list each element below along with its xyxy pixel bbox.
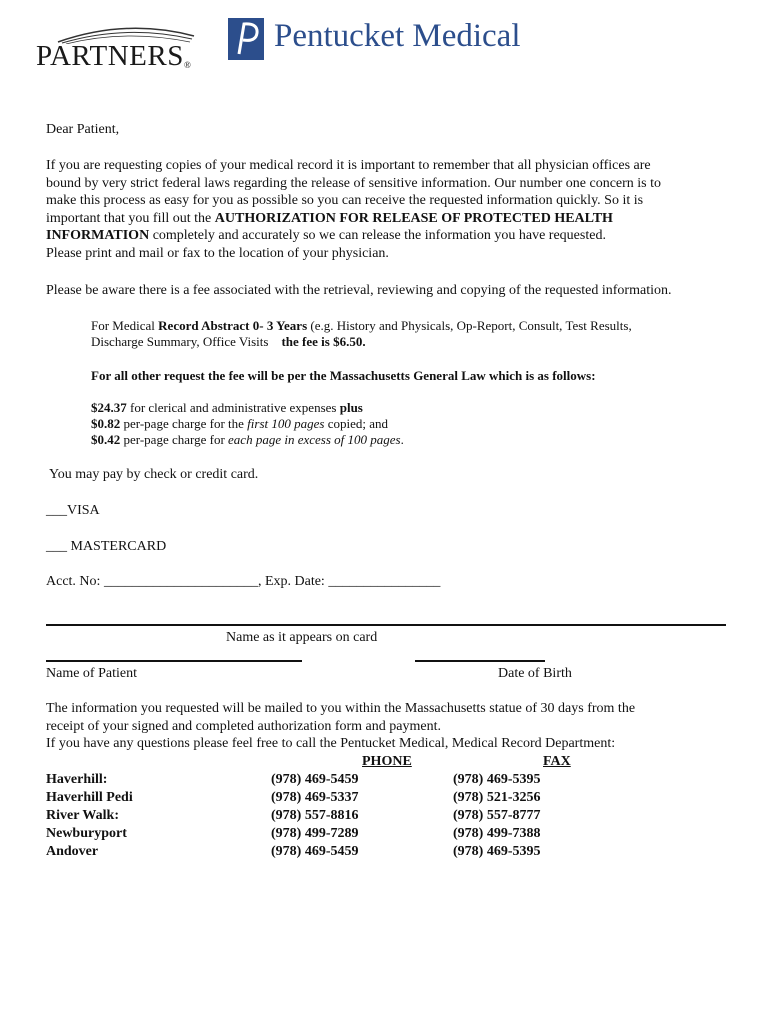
fax-header: FAX	[543, 754, 571, 769]
patient-name-caption: Name of Patient	[46, 666, 137, 681]
location-name: River Walk:	[46, 808, 119, 823]
patient-name-line[interactable]	[46, 660, 302, 662]
closing-paragraph: The information you requested will be mailed to you within the Massachusetts statue of 30 days from the receipt of your signed and completed authorization form and payment. If you have any questions please feel free to call the Pentucket Medical, Medical Record Department:	[46, 701, 636, 751]
intro-paragraph: If you are requesting copies of your medical record it is important to remember that all physician offices are bound by very strict federal laws regarding the release of sensitive information. Our number one concern is to make this process as easy for you as possible so you can receive the requested information quickly. So it is important that you fill out the AUTHORIZATION FOR RELEASE OF PROTECTED HEALTH INFORMATION completely and accurately so we can release the information you have requested. Please print and mail or fax to the location of your physician.	[46, 158, 662, 261]
mastercard-option[interactable]	[46, 538, 166, 556]
exp-label: , Exp. Date:	[257, 574, 329, 589]
fax-number: (978) 557-8777	[453, 808, 541, 823]
payment-intro: You may pay by check or credit card.	[49, 467, 259, 482]
account-row	[46, 573, 440, 591]
visa-blank[interactable]: ___	[46, 503, 67, 518]
fee-line-first-100: $0.82 per-page charge for the first 100 pages copied; and	[91, 416, 388, 431]
phone-number[interactable]: (978) 469-5459	[271, 844, 359, 859]
fax-number: (978) 499-7388	[453, 826, 541, 841]
contacts-header	[46, 754, 571, 772]
card-name-caption: Name as it appears on card	[226, 630, 378, 645]
other-fee-heading: For all other request the fee will be per the Massachusetts General Law which is as follows:	[91, 368, 596, 383]
contact-row	[46, 844, 566, 862]
acct-label: Acct. No:	[46, 574, 104, 589]
fax-number: (978) 469-5395	[453, 844, 541, 859]
dob-caption: Date of Birth	[498, 666, 572, 681]
contact-row	[46, 772, 566, 790]
partners-logo-text: PARTNERS	[36, 40, 184, 72]
greeting: Dear Patient,	[46, 122, 120, 137]
location-name: Newburyport	[46, 826, 127, 841]
fee-line-clerical: $24.37 for clerical and administrative expenses plus	[91, 400, 363, 415]
exp-date-field[interactable]: ________________	[328, 574, 441, 589]
card-name-line[interactable]	[46, 624, 726, 626]
visa-label: VISA	[67, 503, 100, 518]
partners-logo	[36, 22, 196, 74]
fee-notice: Please be aware there is a fee associated with the retrieval, reviewing and copying of the requested information.	[46, 283, 672, 298]
phone-header: PHONE	[362, 754, 412, 769]
partners-registered-mark: ®	[184, 60, 191, 70]
phone-number[interactable]: (978) 557-8816	[271, 808, 359, 823]
location-name: Haverhill:	[46, 772, 108, 787]
phone-number[interactable]: (978) 499-7289	[271, 826, 359, 841]
fee-line-over-100: $0.42 per-page charge for each page in excess of 100 pages.	[91, 432, 404, 447]
fax-number: (978) 521-3256	[453, 790, 541, 805]
visa-option[interactable]	[46, 502, 100, 520]
mastercard-label: MASTERCARD	[70, 539, 167, 554]
pentucket-logo-text: Pentucket Medical	[274, 18, 521, 54]
contact-row	[46, 790, 566, 808]
dob-line[interactable]	[415, 660, 545, 662]
fax-number: (978) 469-5395	[453, 772, 541, 787]
location-name: Andover	[46, 844, 99, 859]
contact-row	[46, 826, 566, 844]
contact-row	[46, 808, 566, 826]
phone-number[interactable]: (978) 469-5337	[271, 790, 359, 805]
mastercard-blank[interactable]: ___	[46, 539, 67, 554]
location-name: Haverhill Pedi	[46, 790, 133, 805]
fee-schedule	[91, 400, 731, 448]
abstract-fee: For Medical Record Abstract 0- 3 Years (e.g. History and Physicals, Op-Report, Consult, Test Results, Discharge Summary, Office Visits the fee is $6.50.	[91, 318, 632, 349]
acct-number-field[interactable]: ______________________	[103, 574, 258, 589]
pentucket-logo-mark	[228, 18, 264, 60]
pentucket-p-icon	[228, 18, 264, 60]
phone-number[interactable]: (978) 469-5459	[271, 772, 359, 787]
